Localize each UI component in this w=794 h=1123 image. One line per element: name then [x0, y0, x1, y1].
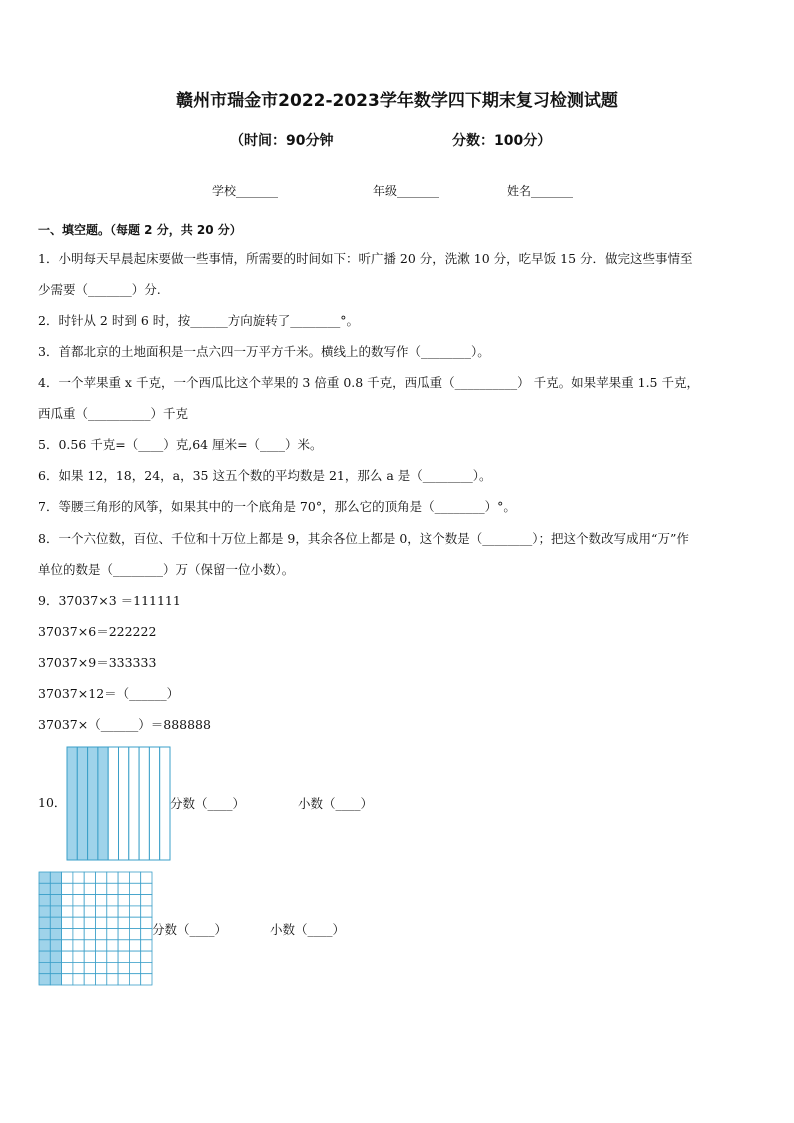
grid-cell — [118, 917, 129, 928]
question-10-fraction-1: 分数（____） — [170, 796, 246, 811]
exam-time: （时间：90分钟 — [230, 133, 334, 149]
grid-cell — [39, 917, 50, 928]
grid-cell — [84, 974, 95, 985]
question-3: 3．首都北京的土地面积是一点六四一万平方千米。横线上的数写作（________）。 — [38, 344, 490, 359]
grid-cell — [107, 906, 118, 917]
grid-cell — [39, 872, 50, 883]
grid-cell — [141, 917, 152, 928]
section-title: 一、填空题。（每题 2 分，共 20 分） — [38, 223, 242, 237]
grid-cell — [73, 974, 84, 985]
question-10-number: 10． — [38, 795, 67, 810]
grid-cell — [62, 872, 73, 883]
grid-cell — [129, 974, 140, 985]
grid-cell — [62, 974, 73, 985]
grid-cell — [141, 929, 152, 940]
grid-cell — [96, 917, 107, 928]
grade-field: 年级_______ — [373, 184, 440, 198]
question-4-line-1: 4．一个苹果重 x 千克，一个西瓜比这个苹果的 3 倍重 0.8 千克，西瓜重（__________） 千克。如果苹果重 1.5 千克， — [38, 375, 699, 390]
grid-cell — [84, 906, 95, 917]
grid-cell — [62, 929, 73, 940]
grid-cell — [141, 940, 152, 951]
grid-cell — [62, 883, 73, 894]
grid-cell — [96, 940, 107, 951]
grid-cell — [107, 962, 118, 973]
grid-cell — [96, 895, 107, 906]
grid-cell — [141, 883, 152, 894]
grid-cell — [84, 917, 95, 928]
grid-cell — [62, 917, 73, 928]
grid-cell — [84, 951, 95, 962]
question-8-line-1: 8．一个六位数，百位、千位和十万位上都是 9，其余各位上都是 0，这个数是（________）；把这个数改写成用“万”作 — [38, 531, 689, 546]
question-5: 5．0.56 千克=（____）克,64 厘米=（____）米。 — [38, 437, 323, 452]
grid-cell — [39, 895, 50, 906]
strip-cell — [149, 747, 159, 860]
grid-cell — [141, 906, 152, 917]
question-1-line-1: 1．小明每天早晨起床要做一些事情，所需要的时间如下：听广播 20 分，洗漱 10 分，吃早饭 15 分．做完这些事情至 — [38, 251, 693, 266]
name-field: 姓名_______ — [507, 184, 574, 198]
strip-figure — [66, 746, 172, 862]
strip-cell — [88, 747, 98, 860]
grid-cell — [62, 906, 73, 917]
grid-cell — [50, 940, 61, 951]
grid-cell — [118, 906, 129, 917]
grid-cell — [73, 940, 84, 951]
grid-cell — [129, 872, 140, 883]
grid-cell — [39, 962, 50, 973]
grid-cell — [39, 951, 50, 962]
grid-cell — [141, 974, 152, 985]
grid-cell — [96, 951, 107, 962]
strip-cell — [108, 747, 118, 860]
question-2: 2．时针从 2 时到 6 时，按______方向旋转了________°。 — [38, 313, 360, 328]
grid-cell — [107, 951, 118, 962]
grid-cell — [73, 906, 84, 917]
grid-cell — [39, 974, 50, 985]
grid-cell — [129, 883, 140, 894]
grid-cell — [96, 962, 107, 973]
question-7: 7．等腰三角形的风筝，如果其中的一个底角是 70°，那么它的顶角是（________）°。 — [38, 499, 516, 514]
grid-cell — [129, 929, 140, 940]
question-8-line-2: 单位的数是（________）万（保留一位小数）。 — [38, 562, 295, 577]
grid-cell — [107, 917, 118, 928]
grid-cell — [50, 872, 61, 883]
grid-cell — [73, 917, 84, 928]
grid-cell — [39, 906, 50, 917]
question-9-line-3: 37037×9＝333333 — [38, 655, 157, 670]
grid-cell — [73, 872, 84, 883]
grid-cell — [118, 929, 129, 940]
question-10-fraction-2: 分数（____） — [152, 922, 228, 937]
grid-cell — [73, 883, 84, 894]
grid-cell — [141, 962, 152, 973]
question-9-line-4: 37037×12＝（______） — [38, 686, 180, 701]
grid-cell — [107, 883, 118, 894]
strip-cell — [160, 747, 170, 860]
grid-cell — [129, 917, 140, 928]
strip-cell — [129, 747, 139, 860]
grid-cell — [73, 929, 84, 940]
strip-cell — [119, 747, 129, 860]
grid-cell — [141, 895, 152, 906]
grid-cell — [39, 940, 50, 951]
grid-cell — [84, 895, 95, 906]
strip-cell — [98, 747, 108, 860]
exam-score: 分数：100分） — [452, 133, 552, 149]
grid-cell — [107, 974, 118, 985]
strip-cell — [77, 747, 87, 860]
grid-cell — [96, 929, 107, 940]
grid-cell — [39, 883, 50, 894]
grid-cell — [50, 962, 61, 973]
grid-cell — [118, 883, 129, 894]
grid-cell — [39, 929, 50, 940]
question-1-line-2: 少需要（_______）分. — [38, 282, 161, 297]
strip-cell — [139, 747, 149, 860]
grid-cell — [84, 883, 95, 894]
grid-cell — [118, 940, 129, 951]
grid-cell — [96, 872, 107, 883]
grid-cell — [107, 872, 118, 883]
grid-cell — [129, 895, 140, 906]
question-9-line-1: 9．37037×3 ＝111111 — [38, 593, 181, 608]
grid-cell — [73, 895, 84, 906]
grid-cell — [96, 883, 107, 894]
grid-cell — [50, 929, 61, 940]
question-9-line-2: 37037×6＝222222 — [38, 624, 157, 639]
grid-cell — [73, 962, 84, 973]
grid-cell — [129, 906, 140, 917]
grid-cell — [50, 974, 61, 985]
grid-cell — [62, 940, 73, 951]
question-10-decimal-1: 小数（____） — [298, 796, 374, 811]
strip-cell — [67, 747, 77, 860]
grid-cell — [118, 962, 129, 973]
grid-cell — [118, 872, 129, 883]
grid-cell — [96, 974, 107, 985]
grid-cell — [129, 951, 140, 962]
grid-cell — [107, 929, 118, 940]
grid-cell — [50, 951, 61, 962]
grid-cell — [107, 895, 118, 906]
grid-cell — [50, 917, 61, 928]
grid-cell — [84, 940, 95, 951]
question-9-line-5: 37037×（______）＝888888 — [38, 717, 211, 732]
question-6: 6．如果 12，18，24，a，35 这五个数的平均数是 21，那么 a 是（________）。 — [38, 468, 492, 483]
grid-cell — [118, 974, 129, 985]
question-10-decimal-2: 小数（____） — [270, 922, 346, 937]
exam-title: 赣州市瑞金市2022-2023学年数学四下期末复习检测试题 — [176, 91, 618, 111]
grid-cell — [118, 895, 129, 906]
grid-cell — [84, 872, 95, 883]
grid-cell — [96, 906, 107, 917]
grid-cell — [50, 906, 61, 917]
grid-cell — [129, 940, 140, 951]
grid-cell — [84, 929, 95, 940]
grid-cell — [118, 951, 129, 962]
grid-figure — [38, 871, 154, 987]
grid-cell — [62, 962, 73, 973]
grid-cell — [141, 872, 152, 883]
school-field: 学校_______ — [212, 184, 279, 198]
grid-cell — [141, 951, 152, 962]
question-4-line-2: 西瓜重（__________）千克 — [38, 406, 189, 421]
grid-cell — [84, 962, 95, 973]
grid-cell — [107, 940, 118, 951]
grid-cell — [129, 962, 140, 973]
grid-cell — [73, 951, 84, 962]
grid-cell — [62, 895, 73, 906]
grid-cell — [50, 895, 61, 906]
grid-cell — [62, 951, 73, 962]
grid-cell — [50, 883, 61, 894]
